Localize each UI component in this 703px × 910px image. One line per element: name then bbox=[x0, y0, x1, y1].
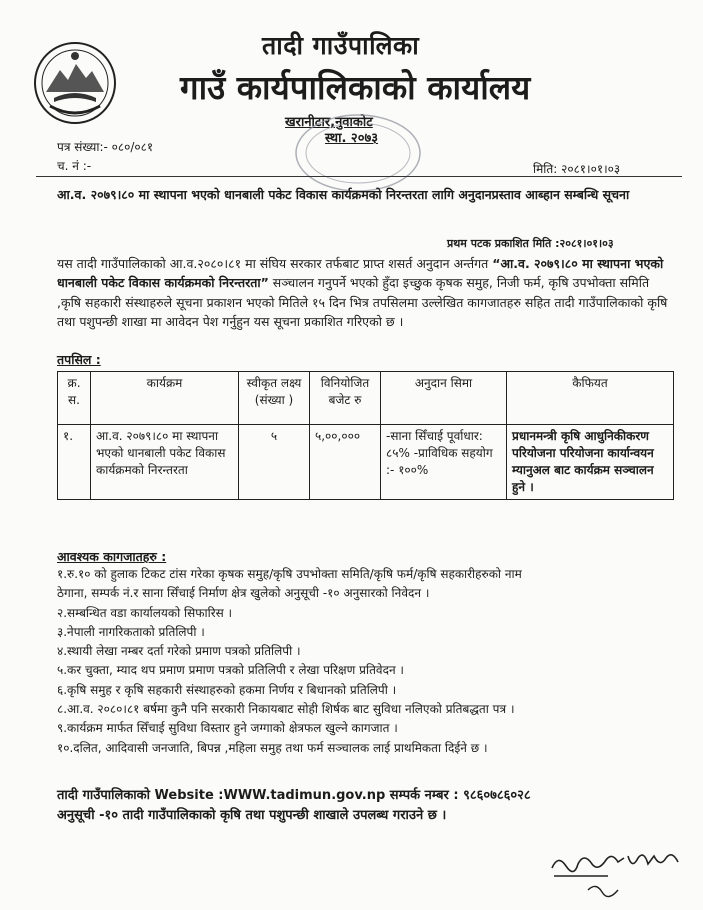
header-sn: क्र. स. bbox=[58, 372, 91, 425]
signature bbox=[548, 846, 688, 910]
list-item: ठेगाना, सम्पर्क नं.र साना सिँचाई निर्माण क्षेत्र खुलेको अनुसूची -१० अनुसारको निवेदन । bbox=[57, 586, 430, 601]
letter-number: पत्र संख्या:- ०८०/०८१ bbox=[57, 140, 154, 154]
header-divider bbox=[36, 176, 682, 177]
program-table bbox=[57, 371, 674, 500]
list-item: ३.नेपाली नागरिकताको प्रतिलिपी । bbox=[57, 624, 205, 639]
details-label: तपसिल : bbox=[57, 352, 101, 367]
header-remarks: कैफियत bbox=[507, 372, 674, 425]
cell-sn: १. bbox=[58, 425, 91, 500]
list-item: ४.स्थायी लेखा नम्बर दर्ता गरेको प्रमाण पत्रको प्रतिलिपी । bbox=[57, 644, 301, 659]
office-address: खरानीटार,नुवाकोट bbox=[285, 115, 373, 130]
nepal-emblem-logo bbox=[32, 40, 118, 126]
letter-date: मिति: २०८१।०१।०३ bbox=[533, 162, 621, 176]
header-program: कार्यक्रम bbox=[91, 372, 239, 425]
list-item: ८.आ.व. २०८०।८१ बर्षमा कुनै पनि सरकारी निकायबाट सोही शिर्षक बाट सुविधा नलिएको प्रतिबद्धता पत्र । bbox=[57, 702, 515, 717]
list-item: ६.कृषि समुह र कृषि सहकारी संस्थाहरुको हकमा निर्णय र बिधानको प्रतिलिपी । bbox=[57, 682, 397, 697]
header-budget: विनियोजित बजेट रु bbox=[310, 372, 381, 425]
required-docs-heading: आवश्यक कागजातहरु : bbox=[57, 549, 167, 564]
header-grant-limit: अनुदान सिमा bbox=[381, 372, 507, 425]
list-item: १०.दलित, आदिवासी जनजाति, बिपन्न ,महिला समुह तथा फर्म सञ्चालक लाई प्राथमिकता दिईने छ । bbox=[57, 740, 488, 755]
website-contact-line: तादी गाउँपालिकाको Website :WWW.tadimun.gov.np सम्पर्क नम्बर : ९८६०७८६०२८ bbox=[57, 788, 531, 803]
established-year: स्था. २०७३ bbox=[325, 131, 378, 146]
notice-body bbox=[57, 254, 677, 331]
cell-grant-limit: -साना सिँचाई पूर्वाधार: ८५% -प्राविधिक सहयोग :- १००% bbox=[381, 425, 507, 500]
cell-target: ५ bbox=[239, 425, 310, 500]
body-text-1: यस तादी गाउँपालिकाको आ.व.२०८०।८१ मा संघिय सरकार तर्फबाट प्राप्त शसर्त अनुदान अर्न्तगत bbox=[57, 256, 493, 271]
notice-subject: आ.व. २०७९।८० मा स्थापना भएको धानबाली पकेट विकास कार्यक्रमको निरन्तरता लागि अनुदानप्रस्ताव आब्हान सम्बन्धि सूचना bbox=[57, 187, 630, 202]
cell-remarks: प्रधानमन्त्री कृषि आधुनिकीकरण परियोजना परियोजना कार्यान्वयन म्यानुअल बाट कार्यक्रम सञ्चालन हुने । bbox=[507, 425, 674, 500]
list-item: ५.कर चुक्ता, म्याद थप प्रमाण प्रमाण पत्रको प्रतिलिपी र लेखा परिक्षण प्रतिवेदन । bbox=[57, 663, 404, 678]
required-docs-list bbox=[57, 565, 682, 758]
list-item: ९.कार्यक्रम मार्फत सिँचाई सुविधा विस्तार हुने जग्गाको क्षेत्रफल खुल्ने कागजात । bbox=[57, 721, 398, 736]
dispatch-number: च. नं :- bbox=[57, 159, 92, 173]
annex-note: अनुसूची -१० तादी गाउँपालिकाको कृषि तथा पशुपन्छी शाखाले उपलब्ध गराउने छ । bbox=[57, 808, 447, 823]
table-row bbox=[58, 425, 674, 500]
body-text-bold: “आ.व. २०७९।८० मा स्थापना भएको धानबाली पकेट विकास कार्यक्रमको निरन्तरता” bbox=[57, 256, 664, 291]
office-title-line2: गाउँ कार्यपालिकाको कार्यालय bbox=[180, 68, 531, 107]
office-title-line1: तादी गाउँपालिका bbox=[262, 31, 420, 60]
body-text-2: सञ्चालन गनुपर्ने भएको हुँदा इच्छुक कृषक समुह, निजी फर्म, कृषि उपभोक्ता समिति ,कृषि सहकारी संस्थाहरुले सूचना प्रकाशन भएको मितिले १५ दिन भित्र तपसिलमा उल्लेखित कागजातहरु सहित तादी गाउँपालिकाको कृषि तथा पशुपन्छी शाखा मा आवेदन पेश गर्नुहुन यस सूचना प्रकाशित गरिएको छ । bbox=[57, 275, 668, 329]
publication-date: प्रथम पटक प्रकाशित मिति :२०८१।०१।०३ bbox=[447, 237, 614, 250]
table-header-row bbox=[58, 372, 674, 425]
cell-budget: ५,००,००० bbox=[310, 425, 381, 500]
cell-program: आ.व. २०७९।८० मा स्थापना भएको धानबाली पकेट विकास कार्यक्रमको निरन्तरता bbox=[91, 425, 239, 500]
list-item: १.रु.१० को हुलाक टिकट टांस गरेका कृषक समुह/कृषि उपभोक्ता समिति/कृषि फर्म/कृषि सहकारीहरुको नाम bbox=[57, 567, 522, 581]
list-item: २.सम्बन्धित वडा कार्यालयको सिफारिस । bbox=[57, 605, 233, 620]
header-target: स्वीकृत लक्ष्य (संख्या ) bbox=[239, 372, 310, 425]
